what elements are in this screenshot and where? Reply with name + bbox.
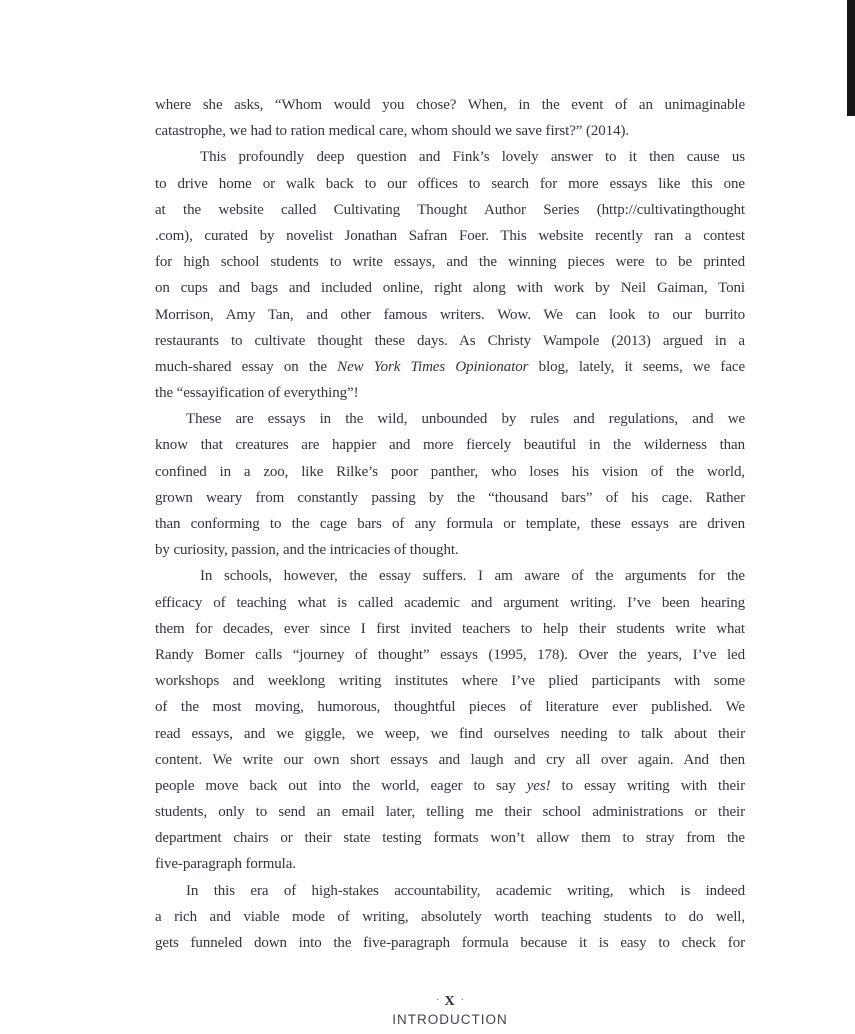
text-line: where she asks, “Whom would you chose? When, in the event of an unimaginable [155, 97, 745, 113]
page-number-dot-left: · [436, 995, 440, 1006]
text-line: In schools, however, the essay suffers. I am aware of the arguments for the [200, 568, 745, 585]
text-line: efficacy of teaching what is called academic and argument writing. I’ve been hearing [155, 594, 745, 611]
text-line: much-shared essay on the New York Times Opinionator blog, lately, it seems, we face [155, 358, 745, 375]
text-line: for high school students to write essays, and the winning pieces were to be printed [155, 254, 745, 271]
text-line: read essays, and we giggle, we weep, we find ourselves needing to talk about their [155, 725, 745, 742]
text-line: This profoundly deep question and Fink’s lovely answer to it then cause us [200, 149, 745, 166]
text-line: department chairs or their state testing formats won’t allow them to stray from the [155, 830, 745, 847]
text-line: know that creatures are happier and more fiercely beautiful in the wilderness than [155, 437, 745, 454]
text-line: a rich and viable mode of writing, absolutely worth teaching students to do well, [155, 908, 745, 925]
text-line: students, only to send an email later, telling me their school administrations or their [155, 804, 745, 821]
scrollbar-thumb[interactable] [847, 0, 855, 116]
text-line: than conforming to the cage bars of any formula or template, these essays are driven [155, 516, 745, 532]
text-line: content. We write our own short essays and laugh and cry all over again. And then [155, 751, 745, 768]
text-line: In this era of high-stakes accountability, academic writing, which is indeed [186, 882, 745, 899]
text-line: These are essays in the wild, unbounded by rules and regulations, and we [186, 411, 745, 428]
page-number [155, 994, 745, 1010]
text-line: the “essayification of everything”! [155, 385, 359, 402]
text-line: at the website called Cultivating Thought Author Series (http://cultivatingthought [155, 201, 745, 218]
text-line: to drive home or walk back to our offices to search for more essays like this one [155, 175, 745, 192]
text-line: catastrophe, we had to ration medical care, whom should we save first?” (2014). [155, 123, 630, 140]
page-number-value: X [444, 994, 456, 1009]
text-line: them for decades, ever since I first invited teachers to help their students write what [155, 620, 745, 637]
paragraph [155, 878, 745, 957]
paragraph [155, 563, 745, 877]
text-line: on cups and bags and included online, right along with work by Neil Gaiman, Toni [155, 280, 745, 297]
text-line: gets funneled down into the five-paragraph formula because it is easy to check for [155, 935, 745, 951]
text-line: five-paragraph formula. [155, 856, 296, 873]
text-line: workshops and weeklong writing institutes where I’ve plied participants with some [155, 673, 745, 690]
paragraph [155, 406, 745, 563]
running-footer-section: INTRODUCTION [392, 1012, 508, 1027]
text-line: people move back out into the world, eager to say yes! to essay writing with their [155, 777, 745, 794]
text-line: by curiosity, passion, and the intricacies of thought. [155, 542, 459, 559]
page-number-dot-right: · [460, 995, 464, 1006]
text-line: Morrison, Amy Tan, and other famous writers. Wow. We can look to our burrito [155, 306, 745, 323]
text-line: of the most moving, humorous, thoughtful pieces of literature ever published. We [155, 699, 745, 716]
paragraph [155, 92, 745, 144]
text-line: .com), curated by novelist Jonathan Safran Foer. This website recently ran a contest [155, 227, 745, 244]
text-line: Randy Bomer calls “journey of thought” essays (1995, 178). Over the years, I’ve led [155, 646, 745, 663]
text-line: confined in a zoo, like Rilke’s poor panther, who loses his vision of the world, [155, 463, 745, 480]
paragraph [155, 144, 745, 406]
text-line: restaurants to cultivate thought these days. As Christy Wampole (2013) argued in a [155, 332, 745, 349]
text-line: grown weary from constantly passing by the “thousand bars” of his cage. Rather [155, 489, 745, 506]
body-text [155, 92, 745, 956]
